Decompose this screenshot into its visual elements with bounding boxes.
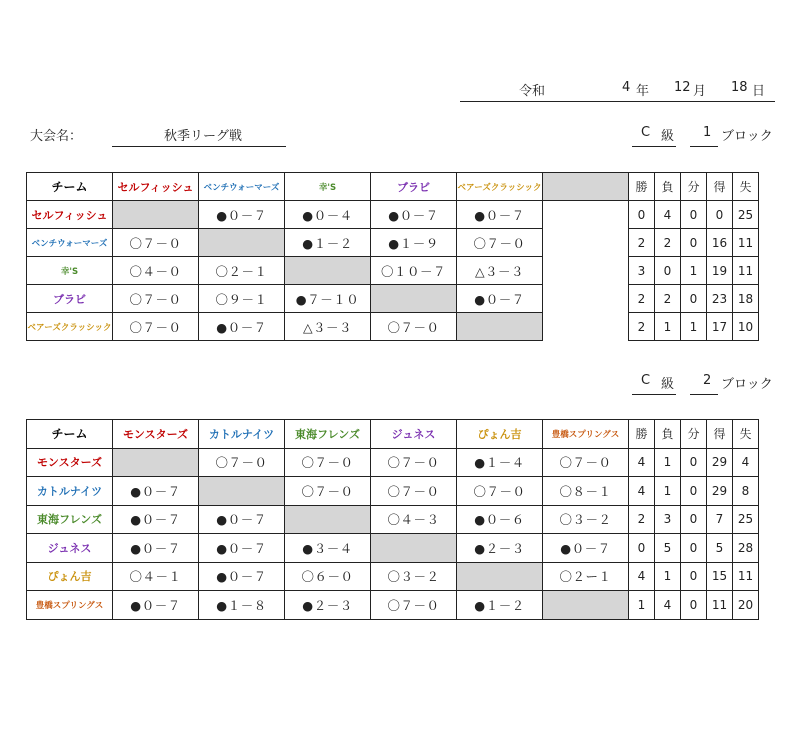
- match-result-cell: 〇４－０: [113, 257, 199, 285]
- block1-number-underline: [690, 146, 718, 147]
- match-result-cell: 〇７－０: [543, 448, 629, 477]
- month-value: 12: [674, 80, 691, 95]
- stat-cell: 2: [629, 285, 655, 313]
- stat-cell: 8: [733, 477, 759, 506]
- stat-cell: 0: [681, 505, 707, 534]
- header-row: [27, 420, 759, 449]
- match-result-cell: 〇７－０: [113, 285, 199, 313]
- stat-cell: 3: [629, 257, 655, 285]
- match-result-cell: ●０－７: [199, 313, 285, 341]
- match-result-cell: 〇７－０: [457, 477, 543, 506]
- match-result-cell: ●０－７: [113, 505, 199, 534]
- block2-grade-unit: 級: [661, 377, 675, 392]
- match-result-cell: 〇４－１: [113, 562, 199, 591]
- row-team-name: モンスターズ: [27, 448, 113, 477]
- stat-cell: 11: [733, 229, 759, 257]
- stat-cell: 25: [733, 505, 759, 534]
- block2-number-unit: ブロック: [721, 377, 773, 392]
- column-team-header: モンスターズ: [113, 420, 199, 449]
- match-result-cell: 〇７－０: [371, 477, 457, 506]
- match-result-cell: 〇７－０: [371, 448, 457, 477]
- month-unit: 月: [693, 84, 707, 99]
- table-row: [27, 591, 759, 620]
- table-row: [27, 477, 759, 506]
- match-result-cell: ●３－４: [285, 534, 371, 563]
- match-result-cell: ●１－２: [457, 591, 543, 620]
- self-match-cell: [199, 477, 285, 506]
- stat-cell: 1: [655, 448, 681, 477]
- stat-header: 負: [655, 173, 681, 201]
- block2-grade-underline: [632, 394, 676, 395]
- match-result-cell: 〇９－１: [199, 285, 285, 313]
- match-result-cell: △３－３: [285, 313, 371, 341]
- stat-cell: 2: [629, 505, 655, 534]
- table-row: [27, 257, 759, 285]
- match-result-cell: ●１－４: [457, 448, 543, 477]
- row-team-name: カトルナイツ: [27, 477, 113, 506]
- match-result-cell: 〇２－１: [199, 257, 285, 285]
- match-result-cell: ●０－７: [199, 562, 285, 591]
- block2-number-underline: [690, 394, 718, 395]
- table-row: [27, 229, 759, 257]
- match-result-cell: ●０－７: [113, 591, 199, 620]
- match-result-cell: 〇７－０: [113, 313, 199, 341]
- self-match-cell: [113, 201, 199, 229]
- column-team-header: ぴょん吉: [457, 420, 543, 449]
- row-team-name: ベアーズクラッシック: [27, 313, 113, 341]
- spacer-cell: [543, 229, 629, 257]
- table-row: [27, 562, 759, 591]
- match-result-cell: ●０－７: [113, 534, 199, 563]
- match-result-cell: 〇３－２: [543, 505, 629, 534]
- row-team-name: ジュネス: [27, 534, 113, 563]
- spacer-cell: [543, 257, 629, 285]
- row-team-name: 東海フレンズ: [27, 505, 113, 534]
- stat-cell: 1: [655, 562, 681, 591]
- table-row: [27, 201, 759, 229]
- table-row: [27, 313, 759, 341]
- block1-number-unit: ブロック: [721, 129, 773, 144]
- match-result-cell: ●２－３: [457, 534, 543, 563]
- match-result-cell: ●１－９: [371, 229, 457, 257]
- era-label: 令和: [519, 84, 546, 99]
- block1-table: [26, 172, 759, 341]
- stat-cell: 4: [629, 562, 655, 591]
- spacer-cell: [543, 173, 629, 201]
- self-match-cell: [543, 591, 629, 620]
- self-match-cell: [457, 313, 543, 341]
- block1-grade: C: [641, 125, 651, 140]
- stat-header: 得: [707, 420, 733, 449]
- stat-cell: 1: [655, 477, 681, 506]
- match-result-cell: 〇７－０: [371, 313, 457, 341]
- self-match-cell: [371, 285, 457, 313]
- block2-number: 2: [703, 373, 712, 388]
- stat-cell: 29: [707, 448, 733, 477]
- block1-grade-unit: 級: [661, 129, 675, 144]
- match-result-cell: △３－３: [457, 257, 543, 285]
- match-result-cell: ●０－４: [285, 201, 371, 229]
- stat-cell: 11: [733, 257, 759, 285]
- stat-header: 失: [733, 420, 759, 449]
- stat-cell: 1: [681, 313, 707, 341]
- match-result-cell: 〇７－０: [371, 591, 457, 620]
- event-underline: [112, 146, 286, 147]
- stat-cell: 0: [681, 229, 707, 257]
- block2-grade: C: [641, 373, 651, 388]
- row-team-name: 幸'S: [27, 257, 113, 285]
- match-result-cell: 〇７－０: [457, 229, 543, 257]
- stat-cell: 11: [733, 562, 759, 591]
- match-result-cell: ●０－６: [457, 505, 543, 534]
- stat-cell: 10: [733, 313, 759, 341]
- stat-cell: 4: [629, 477, 655, 506]
- stat-cell: 0: [681, 448, 707, 477]
- stat-cell: 7: [707, 505, 733, 534]
- stat-cell: 19: [707, 257, 733, 285]
- match-result-cell: ●０－７: [543, 534, 629, 563]
- day-value: 18: [731, 80, 748, 95]
- match-result-cell: ●０－７: [199, 201, 285, 229]
- block1-number: 1: [703, 125, 712, 140]
- stat-cell: 20: [733, 591, 759, 620]
- year-unit: 年: [636, 84, 650, 99]
- header-row: [27, 173, 759, 201]
- table-row: [27, 448, 759, 477]
- stat-cell: 11: [707, 591, 733, 620]
- date-underline: [460, 101, 775, 102]
- stat-cell: 2: [629, 229, 655, 257]
- stat-cell: 2: [655, 285, 681, 313]
- stat-cell: 0: [681, 477, 707, 506]
- column-team-header: ベアーズクラッシック: [457, 173, 543, 201]
- self-match-cell: [285, 505, 371, 534]
- team-header: チーム: [27, 173, 113, 201]
- stat-cell: 1: [629, 591, 655, 620]
- table-row: [27, 505, 759, 534]
- column-team-header: 東海フレンズ: [285, 420, 371, 449]
- spacer-cell: [543, 285, 629, 313]
- match-result-cell: 〇８－１: [543, 477, 629, 506]
- stat-cell: 1: [681, 257, 707, 285]
- row-team-name: 豊橋スプリングス: [27, 591, 113, 620]
- stat-cell: 0: [707, 201, 733, 229]
- stat-cell: 3: [655, 505, 681, 534]
- column-team-header: セルフィッシュ: [113, 173, 199, 201]
- match-result-cell: 〇７－０: [113, 229, 199, 257]
- stat-header: 勝: [629, 173, 655, 201]
- stat-header: 分: [681, 173, 707, 201]
- match-result-cell: 〇１０－７: [371, 257, 457, 285]
- match-result-cell: 〇２ー１: [543, 562, 629, 591]
- stat-cell: 15: [707, 562, 733, 591]
- match-result-cell: 〇７－０: [285, 477, 371, 506]
- match-result-cell: 〇４－３: [371, 505, 457, 534]
- stat-cell: 4: [655, 201, 681, 229]
- self-match-cell: [371, 534, 457, 563]
- table-row: [27, 534, 759, 563]
- self-match-cell: [113, 448, 199, 477]
- match-result-cell: ●７－１０: [285, 285, 371, 313]
- block2-table: [26, 419, 759, 620]
- stat-header: 得: [707, 173, 733, 201]
- stat-header: 分: [681, 420, 707, 449]
- self-match-cell: [285, 257, 371, 285]
- stat-cell: 28: [733, 534, 759, 563]
- stat-cell: 16: [707, 229, 733, 257]
- stat-cell: 0: [681, 591, 707, 620]
- stat-cell: 0: [681, 534, 707, 563]
- year-value: 4: [622, 80, 631, 95]
- stat-cell: 23: [707, 285, 733, 313]
- match-result-cell: ●１－２: [285, 229, 371, 257]
- row-team-name: ぴょん吉: [27, 562, 113, 591]
- spacer-cell: [543, 313, 629, 341]
- stat-cell: 0: [681, 562, 707, 591]
- table-row: [27, 285, 759, 313]
- column-team-header: ブラビ: [371, 173, 457, 201]
- day-unit: 日: [752, 84, 766, 99]
- row-team-name: ブラビ: [27, 285, 113, 313]
- match-result-cell: ●０－７: [457, 201, 543, 229]
- match-result-cell: 〇３－２: [371, 562, 457, 591]
- stat-cell: 17: [707, 313, 733, 341]
- stat-cell: 4: [655, 591, 681, 620]
- self-match-cell: [457, 562, 543, 591]
- column-team-header: ベンチウォーマーズ: [199, 173, 285, 201]
- match-result-cell: ●１－８: [199, 591, 285, 620]
- spacer-cell: [543, 201, 629, 229]
- stat-cell: 0: [655, 257, 681, 285]
- stat-header: 失: [733, 173, 759, 201]
- column-team-header: ジュネス: [371, 420, 457, 449]
- stat-cell: 4: [733, 448, 759, 477]
- stat-cell: 25: [733, 201, 759, 229]
- team-header: チーム: [27, 420, 113, 449]
- match-result-cell: ●０－７: [113, 477, 199, 506]
- match-result-cell: ●０－７: [199, 534, 285, 563]
- column-team-header: カトルナイツ: [199, 420, 285, 449]
- column-team-header: 豊橋スプリングス: [543, 420, 629, 449]
- match-result-cell: 〇７－０: [285, 448, 371, 477]
- match-result-cell: ●２－３: [285, 591, 371, 620]
- row-team-name: セルフィッシュ: [27, 201, 113, 229]
- event-name: 秋季リーグ戦: [164, 129, 243, 144]
- match-result-cell: ●０－７: [457, 285, 543, 313]
- stat-cell: 0: [681, 285, 707, 313]
- stat-cell: 4: [629, 448, 655, 477]
- stat-cell: 2: [655, 229, 681, 257]
- event-label: 大会名：: [30, 129, 83, 144]
- column-team-header: 幸'S: [285, 173, 371, 201]
- stat-cell: 0: [629, 534, 655, 563]
- stat-cell: 18: [733, 285, 759, 313]
- match-result-cell: ●０－７: [199, 505, 285, 534]
- block1-grade-underline: [632, 146, 676, 147]
- stat-cell: 5: [707, 534, 733, 563]
- stat-cell: 5: [655, 534, 681, 563]
- match-result-cell: 〇６－０: [285, 562, 371, 591]
- stat-cell: 0: [629, 201, 655, 229]
- stat-header: 勝: [629, 420, 655, 449]
- stat-cell: 0: [681, 201, 707, 229]
- self-match-cell: [199, 229, 285, 257]
- stat-cell: 2: [629, 313, 655, 341]
- match-result-cell: ●０－７: [371, 201, 457, 229]
- match-result-cell: 〇７－０: [199, 448, 285, 477]
- stat-header: 負: [655, 420, 681, 449]
- stat-cell: 29: [707, 477, 733, 506]
- row-team-name: ベンチウォーマーズ: [27, 229, 113, 257]
- stat-cell: 1: [655, 313, 681, 341]
